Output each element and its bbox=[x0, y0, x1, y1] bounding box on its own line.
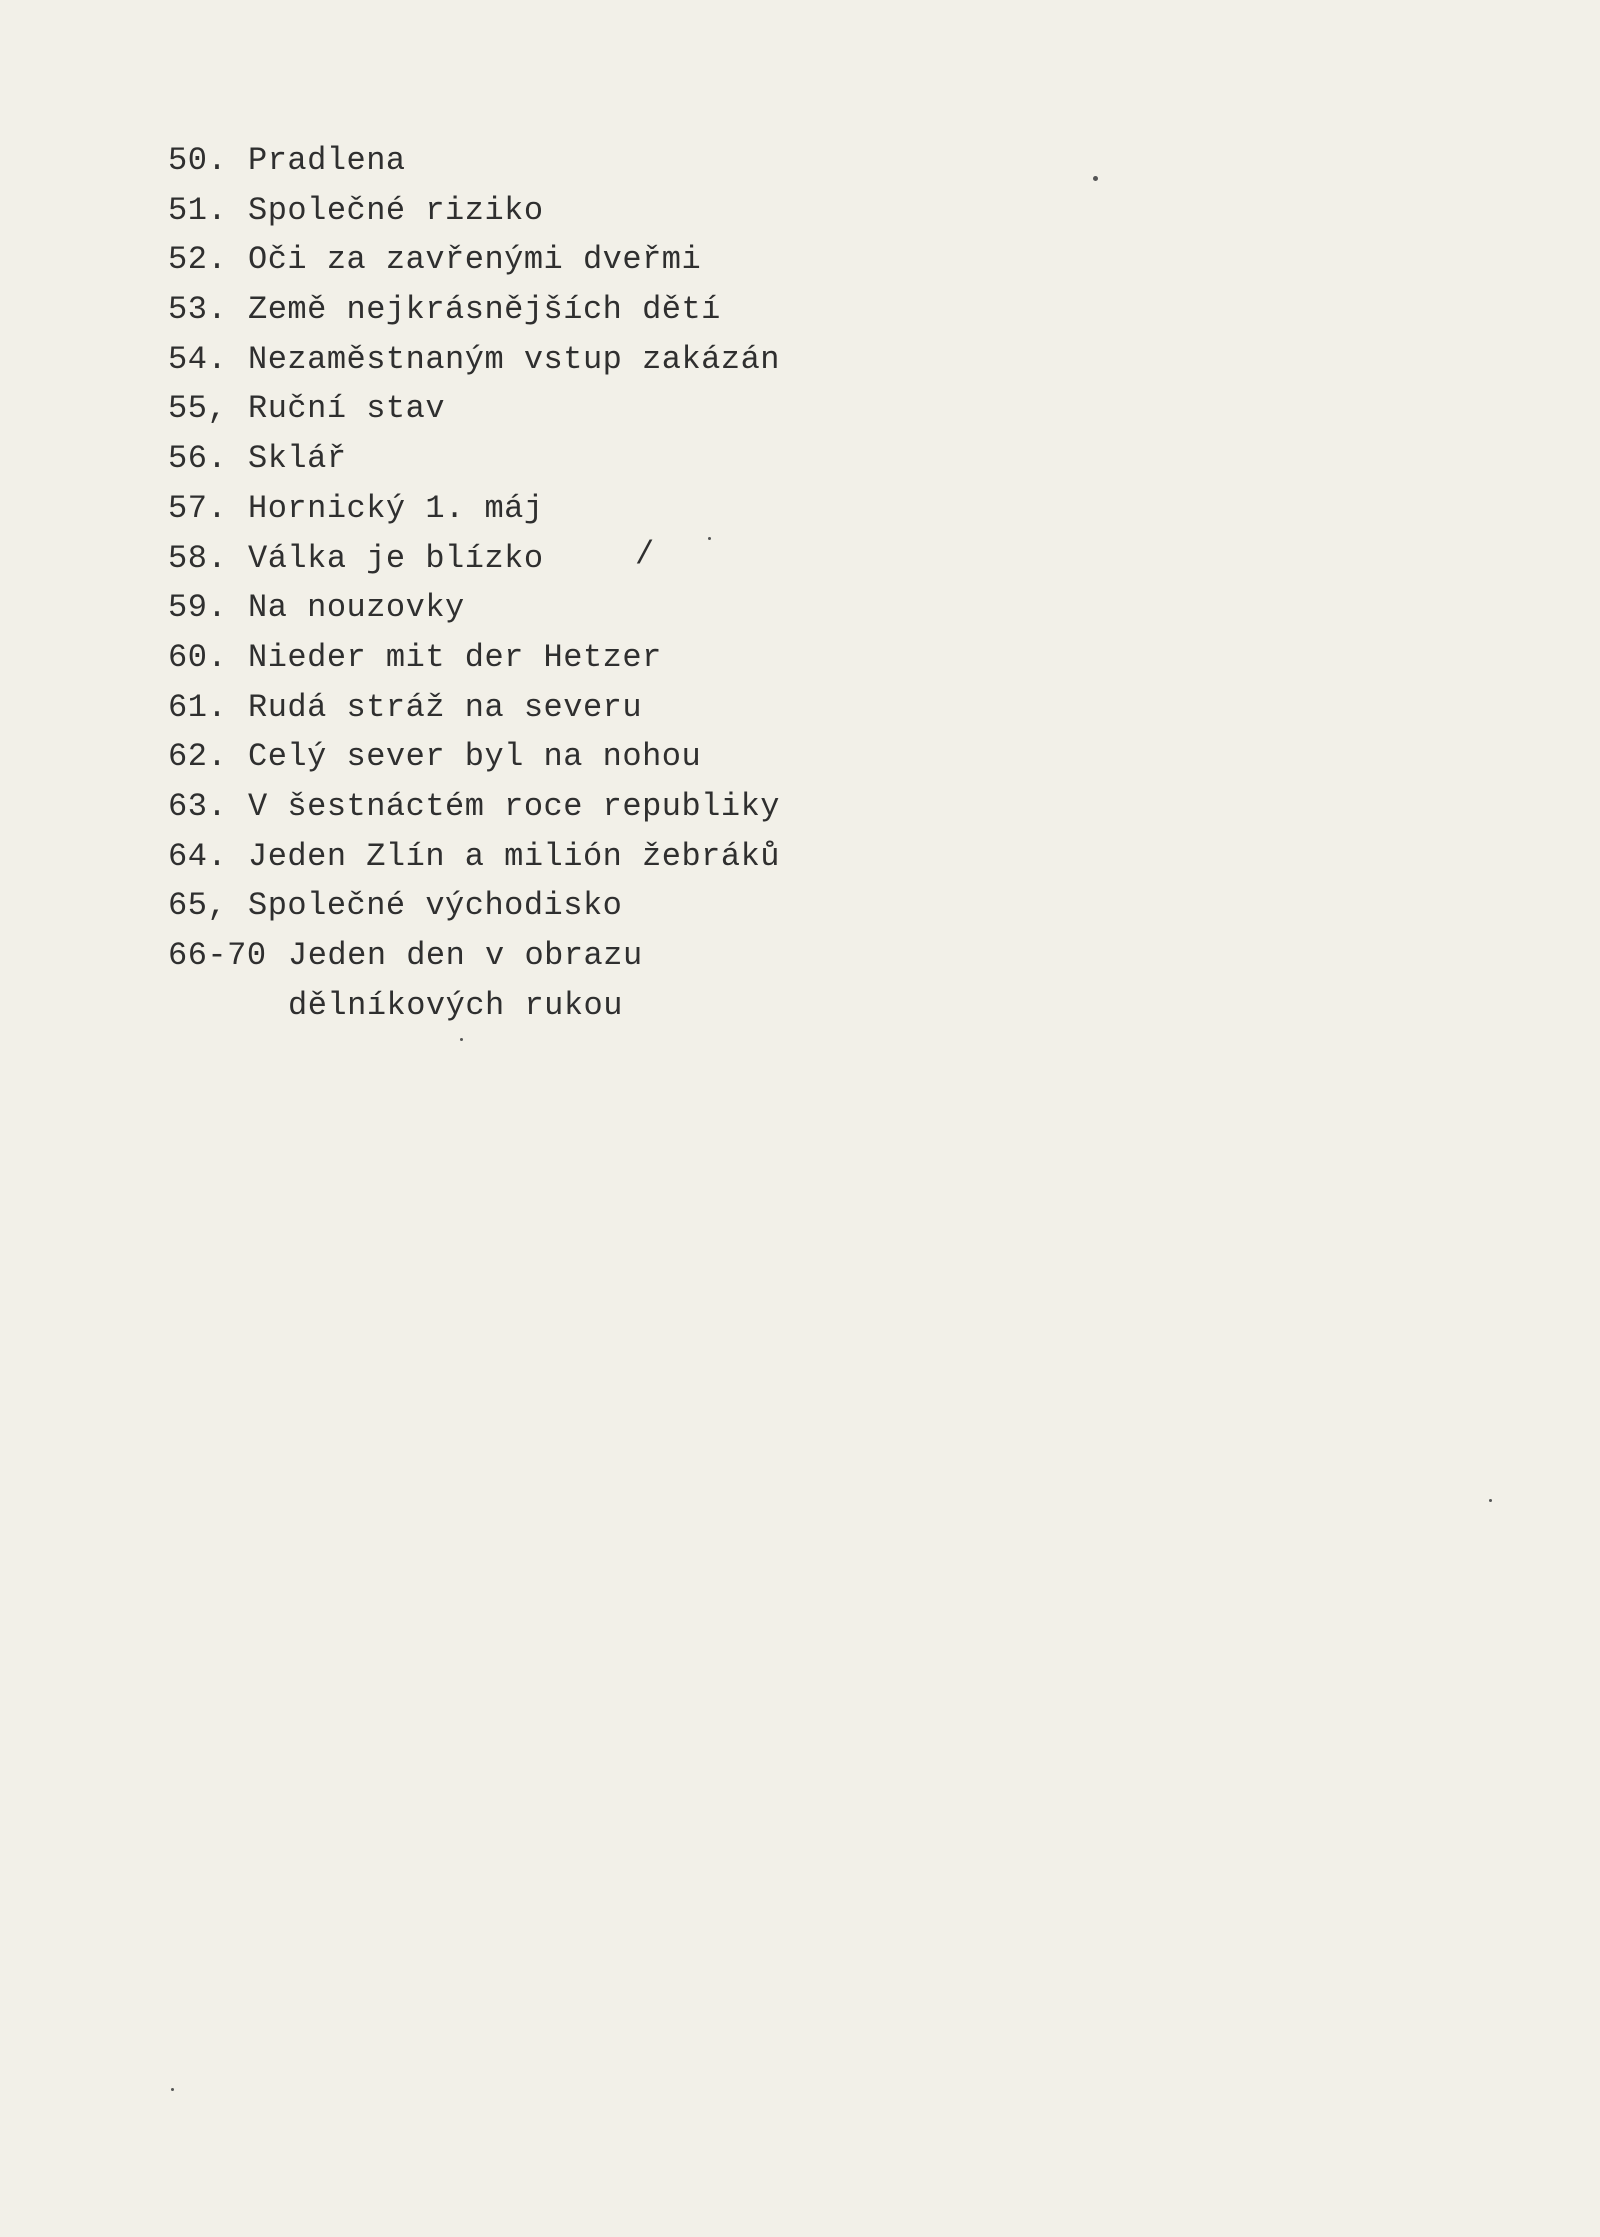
item-number: 62. bbox=[168, 738, 228, 776]
item-title: V šestnáctém roce republiky bbox=[248, 787, 780, 825]
list-item bbox=[168, 782, 780, 832]
item-title: Hornický 1. máj bbox=[248, 489, 544, 527]
list-item bbox=[168, 186, 780, 236]
film-title-list bbox=[168, 136, 780, 1030]
item-title: Společné riziko bbox=[248, 191, 544, 229]
item-number: 56. bbox=[168, 440, 228, 478]
list-item bbox=[168, 633, 780, 683]
item-number: 53. bbox=[168, 291, 228, 329]
handwritten-slash-mark: / bbox=[635, 536, 655, 573]
item-title: Oči za zavřenými dveřmi bbox=[248, 241, 702, 279]
item-title: Jeden Zlín a milión žebráků bbox=[248, 837, 780, 875]
list-item bbox=[168, 335, 780, 385]
item-title: Nieder mit der Hetzer bbox=[248, 638, 662, 676]
item-number: 63. bbox=[168, 787, 228, 825]
item-number: 60. bbox=[168, 638, 228, 676]
item-number: 50. bbox=[168, 142, 228, 179]
item-title: Sklář bbox=[248, 440, 347, 478]
item-number: 52. bbox=[168, 241, 228, 279]
item-title-line1: Jeden den v obrazu bbox=[288, 937, 643, 974]
item-number: 58. bbox=[168, 539, 228, 577]
item-title: Společné východisko bbox=[248, 887, 623, 925]
list-item bbox=[168, 434, 780, 484]
list-item bbox=[168, 881, 780, 931]
item-title-line2: dělníkových rukou bbox=[288, 986, 623, 1024]
item-title: Válka je blízko bbox=[248, 539, 544, 577]
paper-speck bbox=[1093, 176, 1098, 181]
list-item bbox=[168, 732, 780, 782]
item-number: 51. bbox=[168, 191, 228, 229]
paper-speck bbox=[708, 537, 711, 540]
list-item bbox=[168, 484, 780, 534]
list-item bbox=[168, 583, 780, 633]
item-title: Nezaměstnaným vstup zakázán bbox=[248, 340, 780, 378]
item-number: 55, bbox=[168, 390, 228, 428]
item-title: Rudá stráž na severu bbox=[248, 688, 643, 726]
list-item bbox=[168, 683, 780, 733]
item-number: 66-70 bbox=[168, 937, 267, 974]
item-number: 65, bbox=[168, 887, 228, 925]
item-title: Ruční stav bbox=[248, 390, 446, 428]
item-title: Celý sever byl na nohou bbox=[248, 738, 702, 776]
item-number: 57. bbox=[168, 489, 228, 527]
list-item-last bbox=[168, 931, 780, 981]
item-number: 61. bbox=[168, 688, 228, 726]
item-number: 64. bbox=[168, 837, 228, 875]
paper-speck bbox=[1489, 1499, 1492, 1502]
list-item-continuation bbox=[168, 981, 780, 1031]
list-item bbox=[168, 384, 780, 434]
paper-speck bbox=[171, 2088, 174, 2091]
item-title: Země nejkrásnějších dětí bbox=[248, 291, 721, 329]
list-item bbox=[168, 285, 780, 335]
item-number: 59. bbox=[168, 589, 228, 627]
item-title: Pradlena bbox=[248, 142, 406, 179]
list-item bbox=[168, 534, 780, 584]
list-item bbox=[168, 832, 780, 882]
list-item bbox=[168, 235, 780, 285]
item-number: 54. bbox=[168, 340, 228, 378]
paper-speck bbox=[460, 1038, 463, 1041]
item-title: Na nouzovky bbox=[248, 589, 465, 627]
list-item bbox=[168, 136, 780, 186]
